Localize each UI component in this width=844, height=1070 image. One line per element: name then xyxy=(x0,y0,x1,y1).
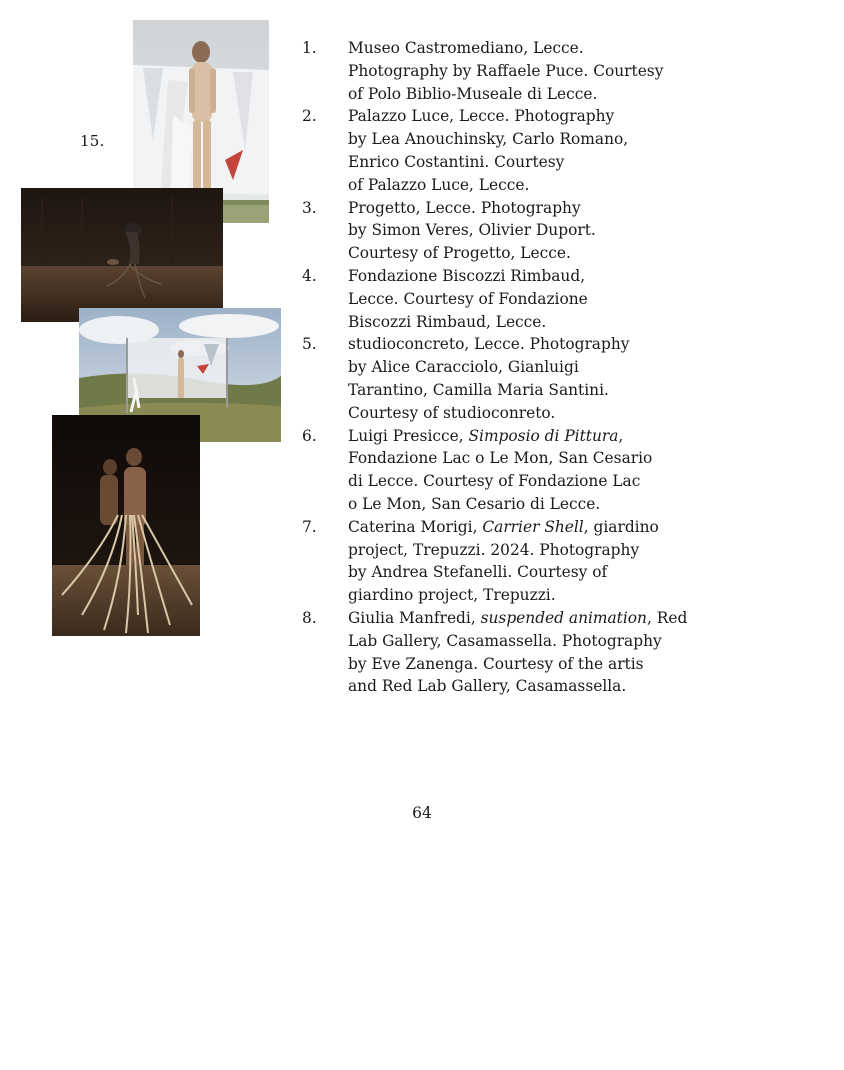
caption-text: by Andrea Stefanelli. Courtesy of xyxy=(348,563,608,582)
caption-title-italic: Carrier Shell xyxy=(482,517,584,536)
caption-text: Courtesy of studioconreto. xyxy=(348,403,556,422)
caption-title-italic: suspended animation xyxy=(480,608,647,627)
caption-line xyxy=(348,584,772,607)
caption-text: of Palazzo Luce, Lecce. xyxy=(348,175,530,194)
caption-text: of Polo Biblio-Museale di Lecce. xyxy=(348,84,598,103)
caption-line xyxy=(348,83,772,106)
caption-text: , xyxy=(618,426,624,445)
caption-text: giardino project, Trepuzzi. xyxy=(348,586,556,605)
caption-item xyxy=(302,516,772,607)
caption-line xyxy=(348,493,772,516)
caption-number: 5. xyxy=(302,335,317,354)
caption-number: 8. xyxy=(302,608,317,627)
caption-line xyxy=(348,105,772,128)
caption-line xyxy=(348,516,772,539)
caption-item xyxy=(302,105,772,196)
caption-text: Museo Castromediano, Lecce. xyxy=(348,39,584,57)
caption-text: studioconcreto, Lecce. Photography xyxy=(348,335,630,354)
caption-line xyxy=(348,151,772,174)
caption-line xyxy=(348,675,772,698)
caption-text: Fondazione Lac o Le Mon, San Cesario xyxy=(348,449,653,468)
caption-item xyxy=(302,37,772,105)
caption-text: Palazzo Luce, Lecce. Photography xyxy=(348,107,615,126)
caption-line xyxy=(348,402,772,425)
page-number: 64 xyxy=(412,804,432,822)
caption-text: by Simon Veres, Olivier Duport. xyxy=(348,221,596,240)
caption-text: Lab Gallery, Casamassella. Photography xyxy=(348,631,662,650)
caption-text: o Le Mon, San Cesario di Lecce. xyxy=(348,494,601,513)
caption-line xyxy=(348,561,772,584)
caption-line xyxy=(348,607,772,630)
caption-line xyxy=(348,219,772,242)
caption-line xyxy=(348,447,772,470)
caption-item xyxy=(302,425,772,516)
caption-text: Progetto, Lecce. Photography xyxy=(348,198,581,217)
caption-text: Tarantino, Camilla Maria Santini. xyxy=(348,380,609,399)
caption-text: Photography by Raffaele Puce. Courtesy xyxy=(348,61,664,80)
caption-text: Giulia Manfredi, xyxy=(348,608,481,627)
caption-text: di Lecce. Courtesy of Fondazione Lac xyxy=(348,472,641,491)
caption-number: 1. xyxy=(302,39,317,57)
caption-line xyxy=(348,37,772,60)
caption-text: by Lea Anouchinsky, Carlo Romano, xyxy=(348,130,629,149)
photo-dark-room-crouching-figure xyxy=(21,188,223,322)
photo-dark-room-crouching-figure-icon xyxy=(21,188,223,322)
caption-line xyxy=(348,60,772,83)
caption-title-italic: Simposio di Pittura xyxy=(468,426,619,445)
caption-line xyxy=(348,311,772,334)
caption-number: 3. xyxy=(302,198,317,217)
photo-figures-with-long-rope-hair xyxy=(52,415,200,636)
caption-line xyxy=(348,539,772,562)
caption-number: 4. xyxy=(302,266,317,285)
caption-line xyxy=(348,379,772,402)
caption-text: Luigi Presicce, xyxy=(348,426,469,445)
caption-text: by Eve Zanenga. Courtesy of the artis xyxy=(348,654,644,673)
caption-text: Courtesy of Progetto, Lecce. xyxy=(348,244,571,263)
caption-line xyxy=(348,128,772,151)
caption-line xyxy=(348,174,772,197)
caption-text: project, Trepuzzi. 2024. Photography xyxy=(348,540,640,559)
caption-text: , giardino xyxy=(583,517,659,536)
caption-line xyxy=(348,197,772,220)
caption-number: 6. xyxy=(302,426,317,445)
caption-text: Caterina Morigi, xyxy=(348,517,483,536)
figure-label: 15. xyxy=(80,132,105,150)
caption-item xyxy=(302,197,772,265)
caption-line xyxy=(348,265,772,288)
caption-list xyxy=(302,37,772,698)
caption-text: , Red xyxy=(646,608,688,627)
caption-item xyxy=(302,607,772,698)
caption-text: Lecce. Courtesy of Fondazione xyxy=(348,289,588,308)
caption-text: and Red Lab Gallery, Casamassella. xyxy=(348,677,627,696)
caption-item xyxy=(302,333,772,424)
caption-line xyxy=(348,242,772,265)
caption-line xyxy=(348,288,772,311)
caption-line xyxy=(348,425,772,448)
caption-number: 7. xyxy=(302,517,317,536)
caption-line xyxy=(348,333,772,356)
caption-line xyxy=(348,356,772,379)
caption-text: Enrico Costantini. Courtesy xyxy=(348,152,565,171)
photo-figures-with-long-rope-hair-icon xyxy=(52,415,200,636)
caption-number: 2. xyxy=(302,107,317,126)
caption-text: by Alice Caracciolo, Gianluigi xyxy=(348,358,579,377)
caption-line xyxy=(348,653,772,676)
caption-text: Fondazione Biscozzi Rimbaud, xyxy=(348,266,586,285)
caption-text: Biscozzi Rimbaud, Lecce. xyxy=(348,312,547,331)
caption-item xyxy=(302,265,772,333)
caption-line xyxy=(348,470,772,493)
caption-line xyxy=(348,630,772,653)
